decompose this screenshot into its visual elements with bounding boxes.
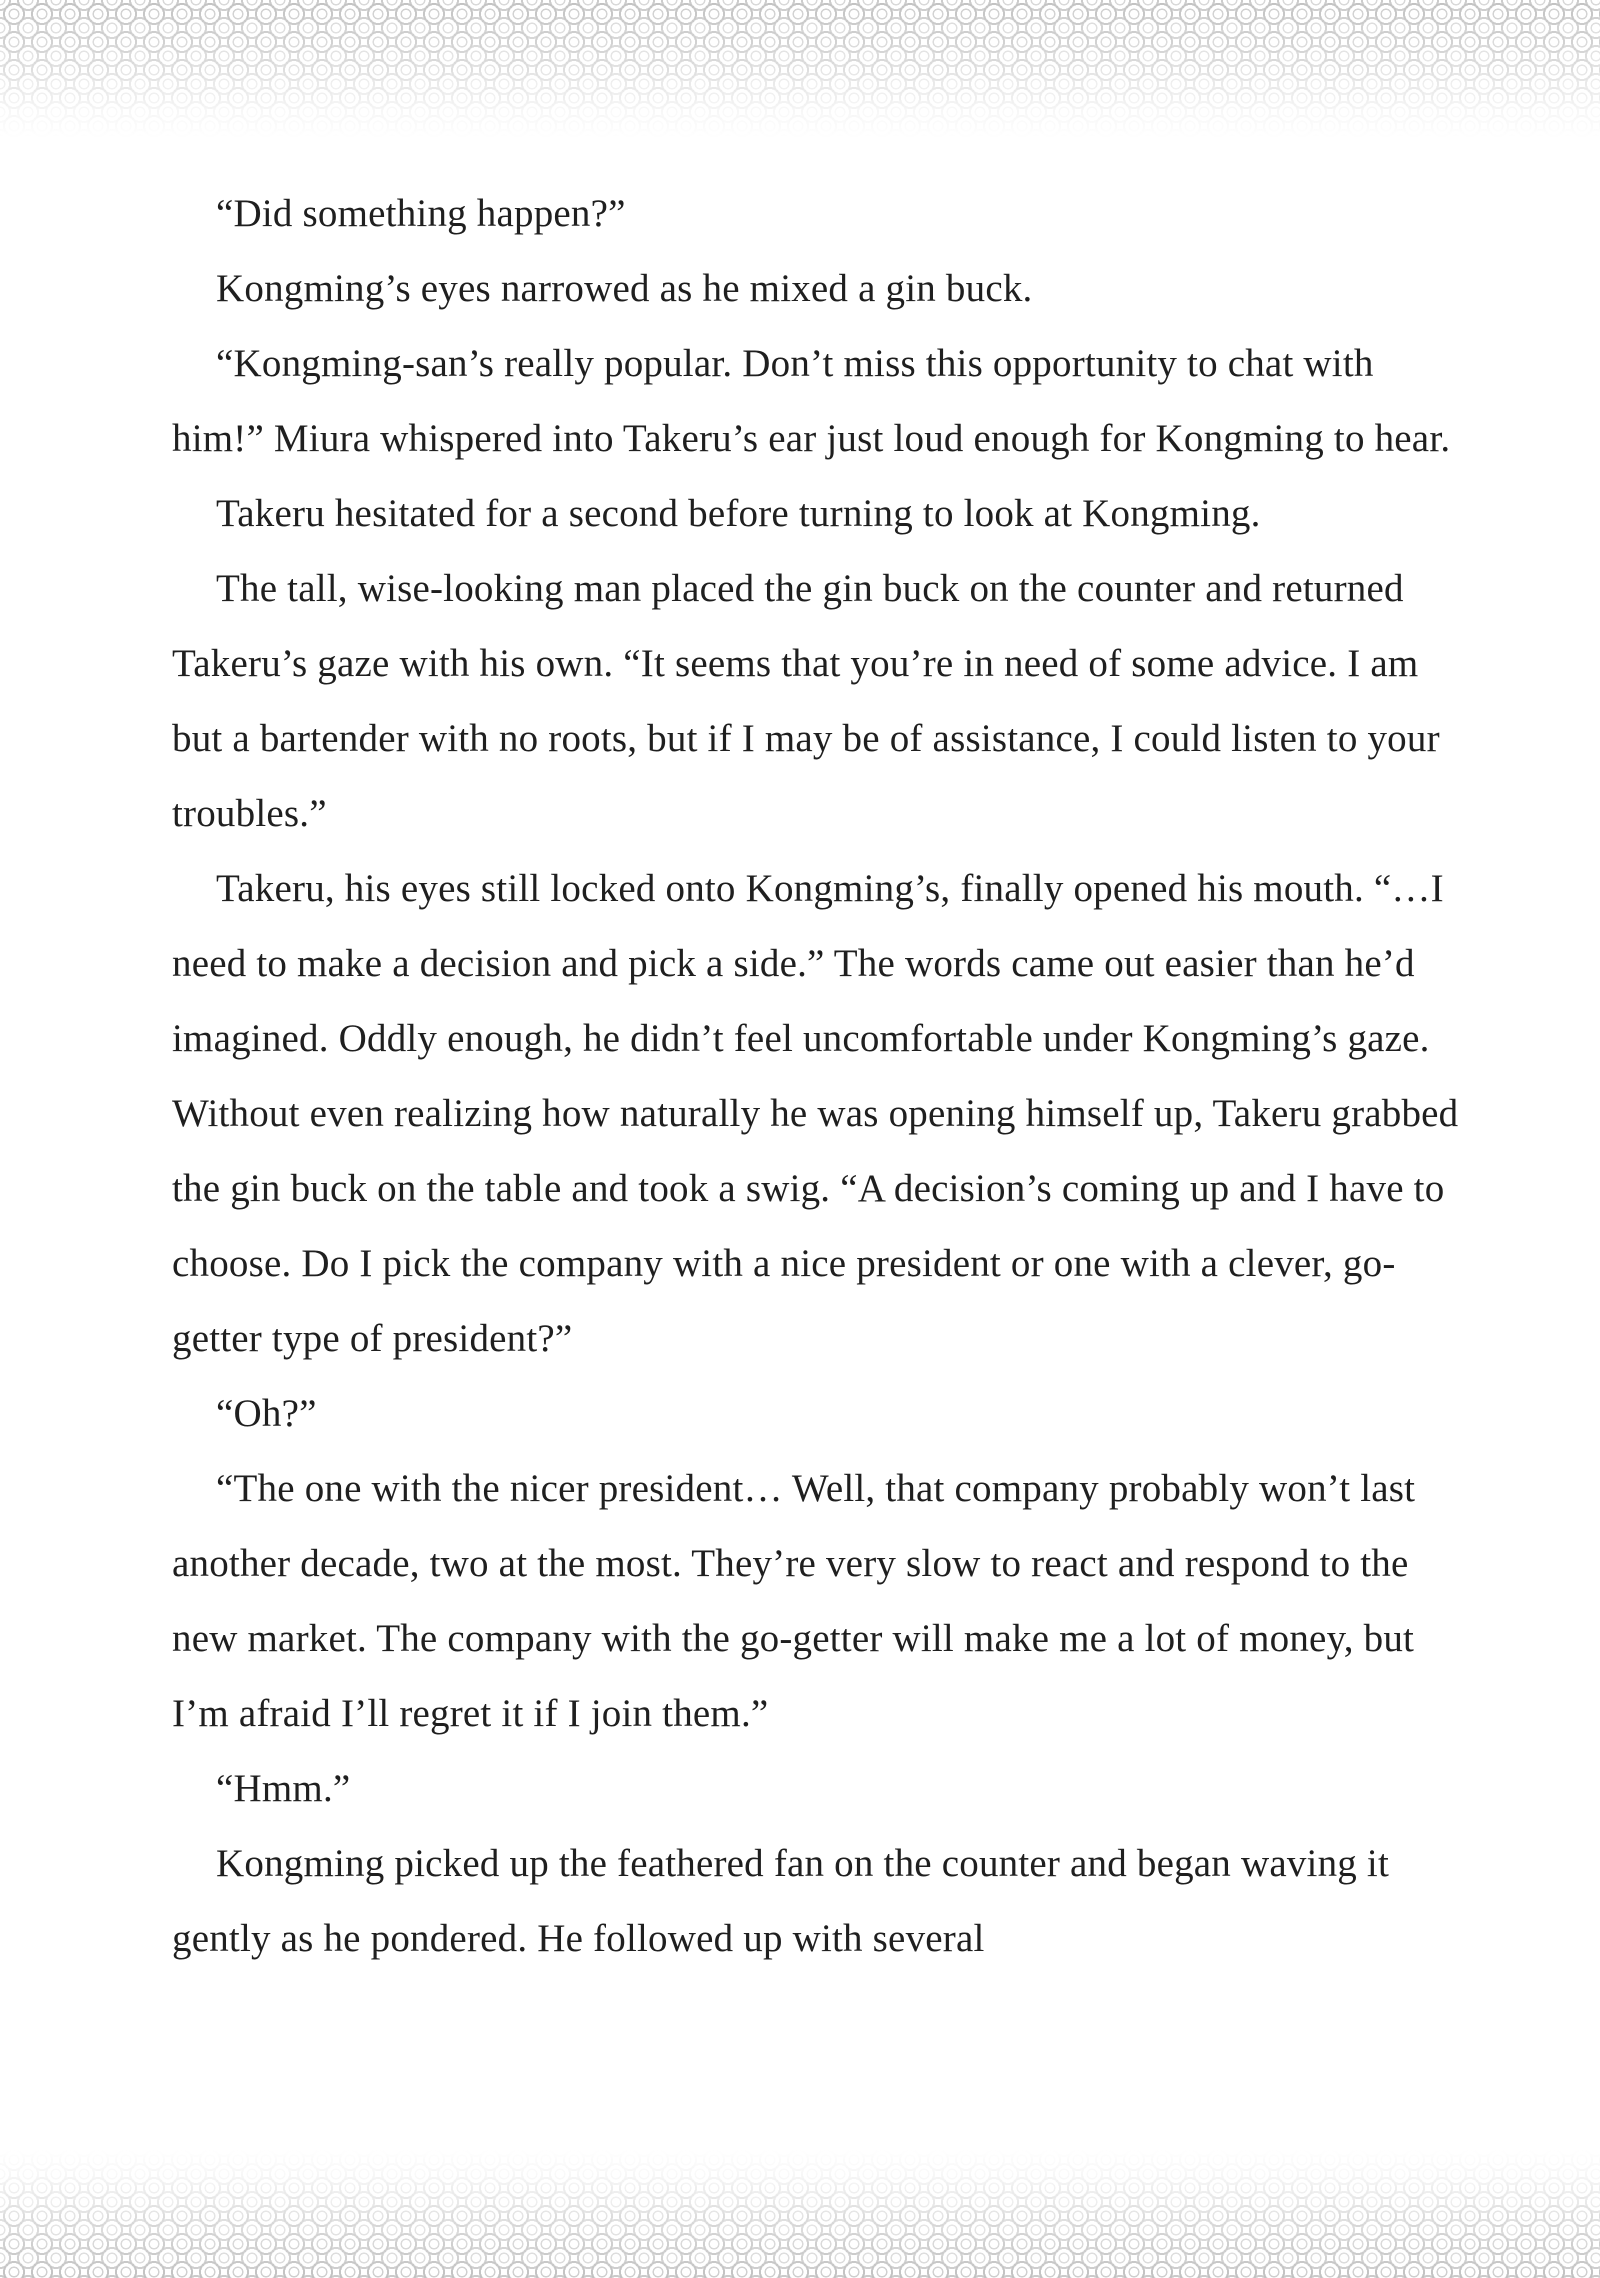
paragraph: “Did something happen?” (216, 192, 626, 235)
bottom-ornament-border (0, 2146, 1600, 2278)
paragraph: The tall, wise-looking man placed the gin buck on the counter and returned Takeru’s gaze with his own. “It seems that you’re in need of some advice. I am but a bartender with no roots, but if I may be of assistance, I could listen to your troubles.” (172, 567, 1440, 835)
paragraph: Kongming’s eyes narrowed as he mixed a gin buck. (216, 267, 1033, 310)
paragraph: “Hmm.” (216, 1767, 351, 1810)
paragraph: Takeru hesitated for a second before turning to look at Kongming. (216, 492, 1261, 535)
paragraph: Takeru, his eyes still locked onto Kongming’s, finally opened his mouth. “…I need to make a decision and pick a side.” The words came out easier than he’d imagined. Oddly enough, he didn’t feel uncomfortable under Kongming’s gaze. Without even realizing how naturally he was opening himself up, Takeru grabbed the gin buck on the table and took a swig. “A decision’s coming up and I have to choose. Do I pick the company with a nice president or one with a clever, go-getter type of president?” (172, 867, 1459, 1360)
paragraph: “Kongming-san’s really popular. Don’t miss this opportunity to chat with him!” Miura whispered into Takeru’s ear just loud enough for Kongming to hear. (172, 342, 1451, 460)
bottom-ornament-fade (0, 2146, 1600, 2278)
paragraph: “Oh?” (216, 1392, 317, 1435)
paragraph: Kongming picked up the feathered fan on the counter and began waving it gently as he pondered. He followed up with several (172, 1842, 1389, 1960)
paragraph: “The one with the nicer president… Well, that company probably won’t last another decade, two at the most. They’re very slow to react and respond to the new market. The company with the go-getter will make me a lot of money, but I’m afraid I’ll regret it if I join them.” (172, 1467, 1416, 1735)
